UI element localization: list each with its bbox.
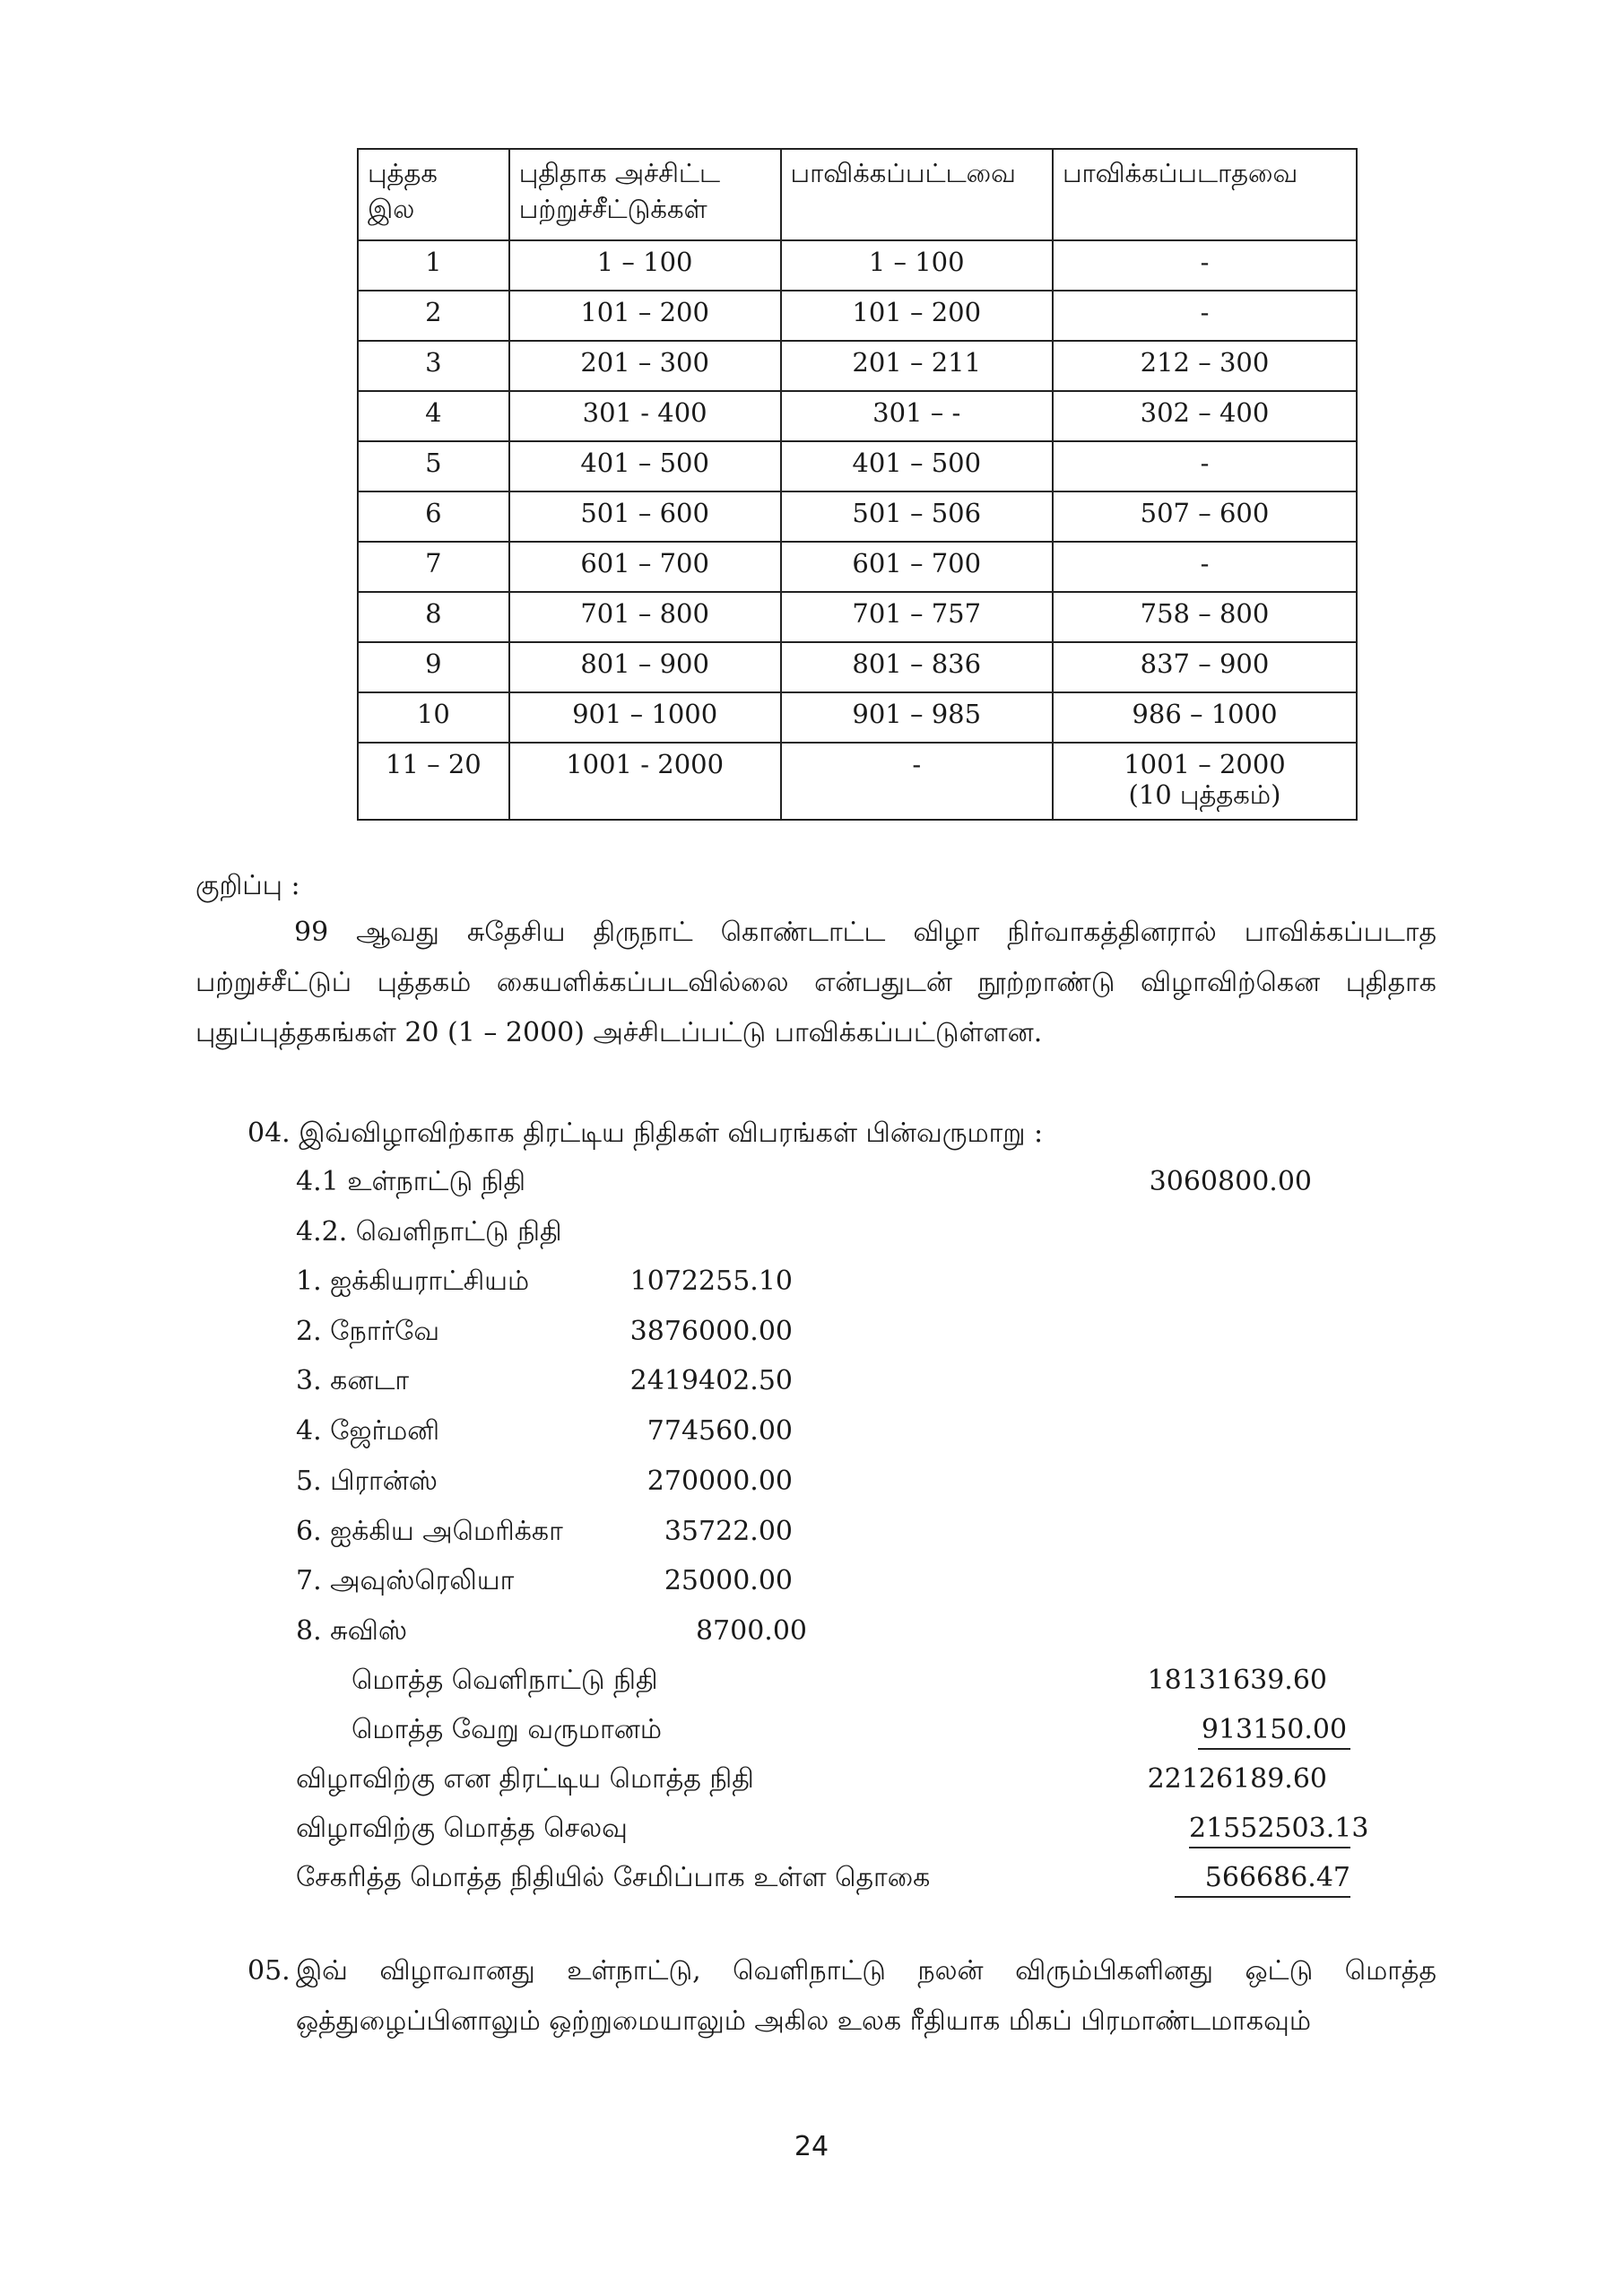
cell-value: 301 – - [872,397,961,428]
cell-value: 201 – 300 [580,347,709,378]
cell-value: - [1200,297,1210,327]
total-raised-amount: 22126189.60 [1147,1763,1327,1795]
header-used: பாவிக்கப்பட்டவை [781,149,1053,240]
cell-book-number [358,391,509,441]
cell-value: 601 – 700 [852,548,982,578]
table-row [358,240,1357,291]
cell-unused [1053,441,1357,491]
domestic-fund-amount: 3060800.00 [1149,1166,1312,1197]
cell-value: 201 – 211 [852,347,982,378]
section-05-number: 05. [247,1955,291,1987]
cell-value: 7 [425,548,442,578]
foreign-country-amount: 270000.00 [647,1465,793,1497]
cell-value: 101 – 200 [852,297,982,327]
cell-value: 401 – 500 [852,448,982,478]
table-row [358,291,1357,341]
cell-value: 301 - 400 [582,397,707,428]
total-expense-label: விழாவிற்கு மொத்த செலவு [296,1813,628,1844]
cell-value: 1001 – 2000 [1124,749,1286,779]
cell-used [781,491,1053,542]
page-number: 24 [794,2131,829,2162]
table-body [358,240,1357,820]
table-row [358,341,1357,391]
cell-used [781,692,1053,743]
note-title: குறிப்பு : [195,870,300,901]
cell-unused [1053,592,1357,642]
foreign-country-label: 4. ஜேர்மனி [296,1415,440,1447]
cell-value: 8 [425,598,442,629]
total-foreign-amount: 18131639.60 [1147,1665,1327,1696]
table-header-row [358,149,1357,240]
cell-value: 6 [425,498,442,528]
foreign-country-amount: 8700.00 [695,1615,807,1647]
cell-value: 401 – 500 [580,448,709,478]
table-row [358,743,1357,820]
other-income-amount-wrap [1180,1714,1350,1750]
cell-book-number [358,291,509,341]
cell-unused [1053,642,1357,692]
cell-unused [1053,743,1357,820]
cell-value: 901 – 985 [852,699,982,729]
savings-amount: 566686.47 [1175,1862,1350,1898]
cell-used [781,240,1053,291]
note-text: 99 ஆவது சுதேசிய திருநாட் கொண்டாட்ட விழா நிர்வாகத்தினரால் பாவிக்கப்படாத பற்றுச்சீட்டுப் புத்தகம் கையளிக்கப்படவில்லை என்பதுடன் நூற்றாண்டு விழாவிற்கென புதிதாக புதுப்புத்தகங்கள் 20 (1 – 2000) அச்சிடப்பட்டு பாவிக்கப்பட்டுள்ளன. [195,917,1436,1048]
cell-value: 501 – 506 [852,498,982,528]
cell-used [781,592,1053,642]
cell-value: 758 – 800 [1140,598,1270,629]
cell-value: 986 – 1000 [1132,699,1278,729]
total-expense-amount-wrap [1180,1813,1369,1848]
cell-new-printed [509,240,781,291]
cell-new-printed [509,592,781,642]
cell-used [781,542,1053,592]
cell-new-printed [509,491,781,542]
table-row [358,391,1357,441]
cell-value: - [912,749,922,779]
table-row [358,692,1357,743]
cell-value: 837 – 900 [1140,648,1270,679]
foreign-country-amount: 774560.00 [647,1415,793,1447]
other-income-amount: 913150.00 [1198,1714,1350,1750]
cell-value: 1 [425,247,442,277]
cell-value: 101 – 200 [580,297,709,327]
foreign-country-label: 8. சுவிஸ் [296,1615,408,1647]
cell-new-printed [509,291,781,341]
total-foreign-label: மொத்த வெளிநாட்டு நிதி [352,1665,658,1696]
cell-value: 5 [425,448,442,478]
cell-book-number [358,491,509,542]
foreign-country-label: 2. நோர்வே [296,1316,440,1347]
cell-value: 1 – 100 [596,247,693,277]
cell-value: 507 – 600 [1140,498,1270,528]
cell-value: 501 – 600 [580,498,709,528]
foreign-country-label: 5. பிரான்ஸ் [296,1465,438,1497]
cell-unused [1053,341,1357,391]
cell-unused [1053,491,1357,542]
section-05-text: இவ் விழாவானது உள்நாட்டு, வெளிநாட்டு நலன் விரும்பிகளினது ஒட்டு மொத்த ஒத்துழைப்பினாலும் ஒற்றுமையாலும் அகில உலக ரீதியாக மிகப் பிரமாண்டமாகவும் [296,1955,1436,2037]
cell-value: 701 – 757 [852,598,982,629]
other-income-label: மொத்த வேறு வருமானம் [352,1714,662,1745]
header-unused: பாவிக்கப்படாதவை [1053,149,1357,240]
table-row [358,491,1357,542]
cell-value: 302 – 400 [1140,397,1270,428]
cell-book-number [358,341,509,391]
cell-value: 10 [416,699,450,729]
cell-value: 601 – 700 [580,548,709,578]
section-04-heading: 04. இவ்விழாவிற்காக திரட்டிய நிதிகள் விபரங்கள் பின்வருமாறு : [247,1118,1044,1149]
cell-new-printed [509,391,781,441]
cell-value: 11 – 20 [386,749,482,779]
cell-used [781,391,1053,441]
cell-value: 801 – 900 [580,648,709,679]
header-new-printed: புதிதாக அச்சிட்ட பற்றுச்சீட்டுக்கள் [509,149,781,240]
cell-value: - [1200,548,1210,578]
cell-value: 801 – 836 [852,648,982,679]
cell-new-printed [509,341,781,391]
cell-unused [1053,391,1357,441]
cell-value: 4 [425,397,442,428]
table-row [358,441,1357,491]
cell-value: 3 [425,347,442,378]
section-05 [247,1946,1436,2047]
cell-new-printed [509,642,781,692]
cell-book-number [358,692,509,743]
table-row [358,592,1357,642]
cell-unused [1053,240,1357,291]
foreign-country-amount: 35722.00 [664,1516,793,1547]
cell-book-number [358,542,509,592]
table-row [358,542,1357,592]
cell-value: 1 – 100 [868,247,965,277]
foreign-country-amount: 3876000.00 [629,1316,793,1347]
cell-book-number [358,642,509,692]
cell-used [781,441,1053,491]
foreign-country-amount: 25000.00 [664,1565,793,1596]
total-expense-amount: 21552503.13 [1189,1813,1350,1848]
cell-value: 701 – 800 [580,598,709,629]
foreign-country-amount: 2419402.50 [629,1365,793,1396]
cell-new-printed [509,692,781,743]
foreign-country-label: 1. ஐக்கியராட்சியம் [296,1265,530,1297]
cell-value: 1001 - 2000 [566,749,725,779]
cell-value: 2 [425,297,442,327]
cell-book-number [358,240,509,291]
cell-book-number [358,592,509,642]
cell-new-printed [509,441,781,491]
table-row [358,642,1357,692]
cell-new-printed [509,542,781,592]
cell-value: 901 – 1000 [572,699,718,729]
cell-unused [1053,692,1357,743]
cell-value: 212 – 300 [1140,347,1270,378]
savings-label: சேகரித்த மொத்த நிதியில் சேமிப்பாக உள்ள தொகை [296,1862,931,1893]
cell-used [781,743,1053,820]
foreign-fund-label: 4.2. வெளிநாட்டு நிதி [296,1216,562,1248]
cell-used [781,341,1053,391]
receipt-book-table [357,148,1358,821]
cell-value: 9 [425,648,442,679]
cell-unused [1053,291,1357,341]
domestic-fund-label: 4.1 உள்நாட்டு நிதி [296,1166,526,1197]
cell-new-printed [509,743,781,820]
savings-amount-wrap [1171,1862,1350,1898]
cell-used [781,642,1053,692]
foreign-country-label: 6. ஐக்கிய அமெரிக்கா [296,1516,563,1547]
header-book-number: புத்தக இல [358,149,509,240]
foreign-country-label: 7. அவுஸ்ரெலியா [296,1565,515,1596]
cell-book-number [358,441,509,491]
foreign-country-label: 3. கனடா [296,1365,409,1396]
foreign-country-amount: 1072255.10 [629,1265,793,1297]
cell-value: - [1200,448,1210,478]
cell-book-number [358,743,509,820]
total-raised-label: விழாவிற்கு என திரட்டிய மொத்த நிதி [296,1763,754,1795]
cell-value: - [1200,247,1210,277]
cell-book-count-note: (10 புத்தகம்) [1128,779,1281,810]
cell-unused [1053,542,1357,592]
cell-used [781,291,1053,341]
